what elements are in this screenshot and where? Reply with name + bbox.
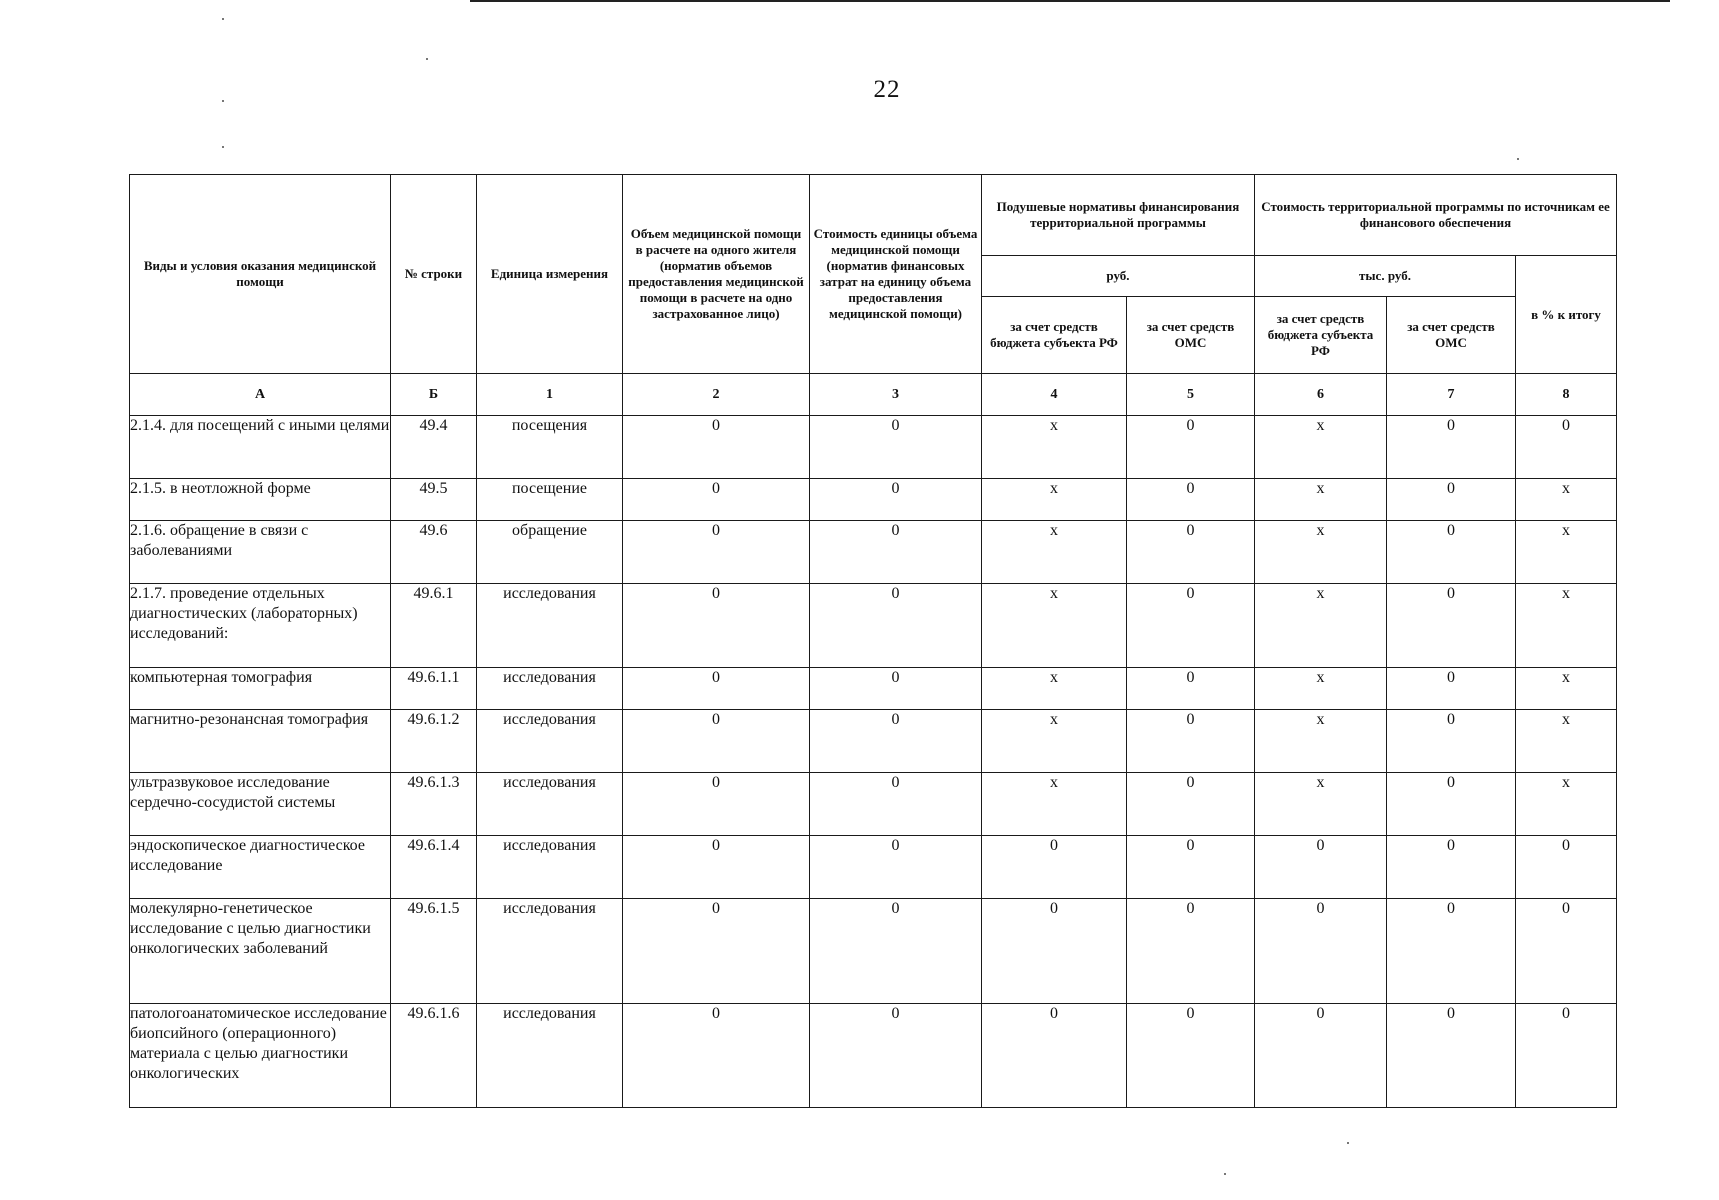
cell-value: 0	[623, 521, 810, 584]
scan-speck	[1224, 1173, 1226, 1175]
cell-value: 0	[1127, 416, 1255, 479]
row-name: молекулярно-генетическое исследование с целью диагностики онкологических заболеваний	[130, 899, 391, 1004]
cell-value: 0	[1387, 1004, 1516, 1108]
table-row	[130, 521, 1617, 584]
cell-value: x	[982, 710, 1127, 773]
column-index: 4	[982, 374, 1127, 416]
cell-value: x	[1516, 521, 1617, 584]
cell-value: 0	[810, 1004, 982, 1108]
top-scan-rule	[470, 0, 1670, 2]
table-row	[130, 899, 1617, 1004]
cell-value: 0	[1387, 521, 1516, 584]
cell-value: x	[982, 668, 1127, 710]
cell-value: x	[1516, 773, 1617, 836]
header-total-cost-group: Стоимость территориальной программы по источникам ее финансового обеспечения	[1255, 175, 1617, 256]
column-index: 2	[623, 374, 810, 416]
cell-value: 0	[1387, 668, 1516, 710]
page-number: 22	[873, 76, 901, 103]
cell-value: 0	[1127, 584, 1255, 668]
row-name: 2.1.4. для посещений с иными целями	[130, 416, 391, 479]
column-index: 1	[477, 374, 623, 416]
row-unit: посещения	[477, 416, 623, 479]
cell-value: 0	[623, 668, 810, 710]
table-row	[130, 773, 1617, 836]
table-row	[130, 1004, 1617, 1108]
row-name: патологоанатомическое исследование биопсийного (операционного) материала с целью диагностики онкологических	[130, 1004, 391, 1108]
scan-speck	[222, 100, 224, 102]
cell-value: x	[1516, 668, 1617, 710]
cell-value: 0	[810, 710, 982, 773]
row-unit: обращение	[477, 521, 623, 584]
cell-value: x	[1255, 416, 1387, 479]
cell-value: x	[1516, 584, 1617, 668]
row-name: 2.1.6. обращение в связи с заболеваниями	[130, 521, 391, 584]
row-name: эндоскопическое диагностическое исследование	[130, 836, 391, 899]
cell-value: x	[1255, 479, 1387, 521]
row-unit: исследования	[477, 773, 623, 836]
table-row	[130, 836, 1617, 899]
cell-value: 0	[810, 773, 982, 836]
column-index: 3	[810, 374, 982, 416]
column-index: 6	[1255, 374, 1387, 416]
row-unit: посещение	[477, 479, 623, 521]
cell-value: 0	[810, 416, 982, 479]
header-unit-rub: руб.	[982, 256, 1255, 297]
header-oms-7: за счет средств ОМС	[1387, 297, 1516, 374]
cell-value: 0	[1255, 836, 1387, 899]
table-row	[130, 584, 1617, 668]
table-row	[130, 479, 1617, 521]
row-code: 49.6.1.3	[391, 773, 477, 836]
header-budget-6: за счет средств бюджета субъекта РФ	[1255, 297, 1387, 374]
scan-speck	[426, 58, 428, 60]
cell-value: 0	[1387, 584, 1516, 668]
cell-value: x	[1516, 710, 1617, 773]
cell-value: 0	[1387, 836, 1516, 899]
cell-value: x	[1255, 668, 1387, 710]
cell-value: 0	[1127, 521, 1255, 584]
cell-value: 0	[982, 836, 1127, 899]
cell-value: 0	[982, 899, 1127, 1004]
header-unit: Единица измерения	[477, 175, 623, 374]
header-oms-5: за счет средств ОМС	[1127, 297, 1255, 374]
cell-value: 0	[1127, 479, 1255, 521]
cell-value: x	[1516, 479, 1617, 521]
row-unit: исследования	[477, 836, 623, 899]
table-row	[130, 416, 1617, 479]
header-volume: Объем медицинской помощи в расчете на одного жителя (норматив объемов предоставления медицинской помощи в расчете на одно застрахованное лицо)	[623, 175, 810, 374]
scan-speck	[222, 18, 224, 20]
cell-value: 0	[810, 668, 982, 710]
column-index: А	[130, 374, 391, 416]
cell-value: 0	[1127, 773, 1255, 836]
cell-value: 0	[623, 1004, 810, 1108]
cell-value: 0	[810, 836, 982, 899]
cell-value: 0	[1127, 836, 1255, 899]
cell-value: 0	[1516, 1004, 1617, 1108]
row-unit: исследования	[477, 710, 623, 773]
cell-value: x	[982, 479, 1127, 521]
cell-value: x	[1255, 773, 1387, 836]
row-name: 2.1.7. проведение отдельных диагностических (лабораторных) исследований:	[130, 584, 391, 668]
cell-value: 0	[623, 584, 810, 668]
cell-value: 0	[810, 521, 982, 584]
row-code: 49.6.1.2	[391, 710, 477, 773]
row-unit: исследования	[477, 1004, 623, 1108]
column-index: 7	[1387, 374, 1516, 416]
row-code: 49.6.1	[391, 584, 477, 668]
row-name: 2.1.5. в неотложной форме	[130, 479, 391, 521]
cell-value: 0	[810, 479, 982, 521]
cell-value: 0	[1127, 668, 1255, 710]
cell-value: 0	[623, 479, 810, 521]
header-budget-4: за счет средств бюджета субъекта РФ	[982, 297, 1127, 374]
table-row	[130, 668, 1617, 710]
cell-value: x	[1255, 521, 1387, 584]
row-code: 49.6.1.4	[391, 836, 477, 899]
column-index: 5	[1127, 374, 1255, 416]
cell-value: 0	[1127, 899, 1255, 1004]
cell-value: x	[1255, 584, 1387, 668]
cell-value: 0	[623, 773, 810, 836]
column-index-row	[130, 374, 1617, 416]
cell-value: 0	[623, 899, 810, 1004]
cell-value: x	[1255, 710, 1387, 773]
cell-value: 0	[1255, 1004, 1387, 1108]
cell-value: 0	[623, 416, 810, 479]
row-code: 49.5	[391, 479, 477, 521]
header-row-number: № строки	[391, 175, 477, 374]
financing-table	[129, 174, 1617, 1108]
row-unit: исследования	[477, 584, 623, 668]
cell-value: 0	[810, 584, 982, 668]
row-code: 49.6.1.6	[391, 1004, 477, 1108]
cell-value: 0	[623, 836, 810, 899]
row-name: ультразвуковое исследование сердечно-сосудистой системы	[130, 773, 391, 836]
table-row	[130, 710, 1617, 773]
row-unit: исследования	[477, 668, 623, 710]
scan-speck	[222, 146, 224, 148]
cell-value: 0	[1516, 836, 1617, 899]
row-code: 49.6.1.5	[391, 899, 477, 1004]
cell-value: 0	[1516, 899, 1617, 1004]
header-per-capita-group: Подушевые нормативы финансирования территориальной программы	[982, 175, 1255, 256]
cell-value: 0	[810, 899, 982, 1004]
cell-value: 0	[1387, 710, 1516, 773]
scan-speck	[1347, 1142, 1349, 1144]
row-name: магнитно-резонансная томография	[130, 710, 391, 773]
row-code: 49.6.1.1	[391, 668, 477, 710]
cell-value: 0	[1127, 1004, 1255, 1108]
cell-value: x	[982, 773, 1127, 836]
cell-value: 0	[982, 1004, 1127, 1108]
cell-value: 0	[1127, 710, 1255, 773]
cell-value: x	[982, 584, 1127, 668]
column-index: 8	[1516, 374, 1617, 416]
cell-value: x	[982, 416, 1127, 479]
cell-value: 0	[623, 710, 810, 773]
row-name: компьютерная томография	[130, 668, 391, 710]
cell-value: 0	[1387, 479, 1516, 521]
row-unit: исследования	[477, 899, 623, 1004]
header-unit-thousand-rub: тыс. руб.	[1255, 256, 1516, 297]
cell-value: 0	[1516, 416, 1617, 479]
cell-value: 0	[1255, 899, 1387, 1004]
cell-value: x	[982, 521, 1127, 584]
cell-value: 0	[1387, 773, 1516, 836]
header-unit-cost: Стоимость единицы объема медицинской помощи (норматив финансовых затрат на единицу объема предоставления медицинской помощи)	[810, 175, 982, 374]
header-percent: в % к итогу	[1516, 256, 1617, 374]
row-code: 49.4	[391, 416, 477, 479]
column-index: Б	[391, 374, 477, 416]
row-code: 49.6	[391, 521, 477, 584]
header-kinds: Виды и условия оказания медицинской помощи	[130, 175, 391, 374]
scan-speck	[1517, 158, 1519, 160]
cell-value: 0	[1387, 416, 1516, 479]
cell-value: 0	[1387, 899, 1516, 1004]
